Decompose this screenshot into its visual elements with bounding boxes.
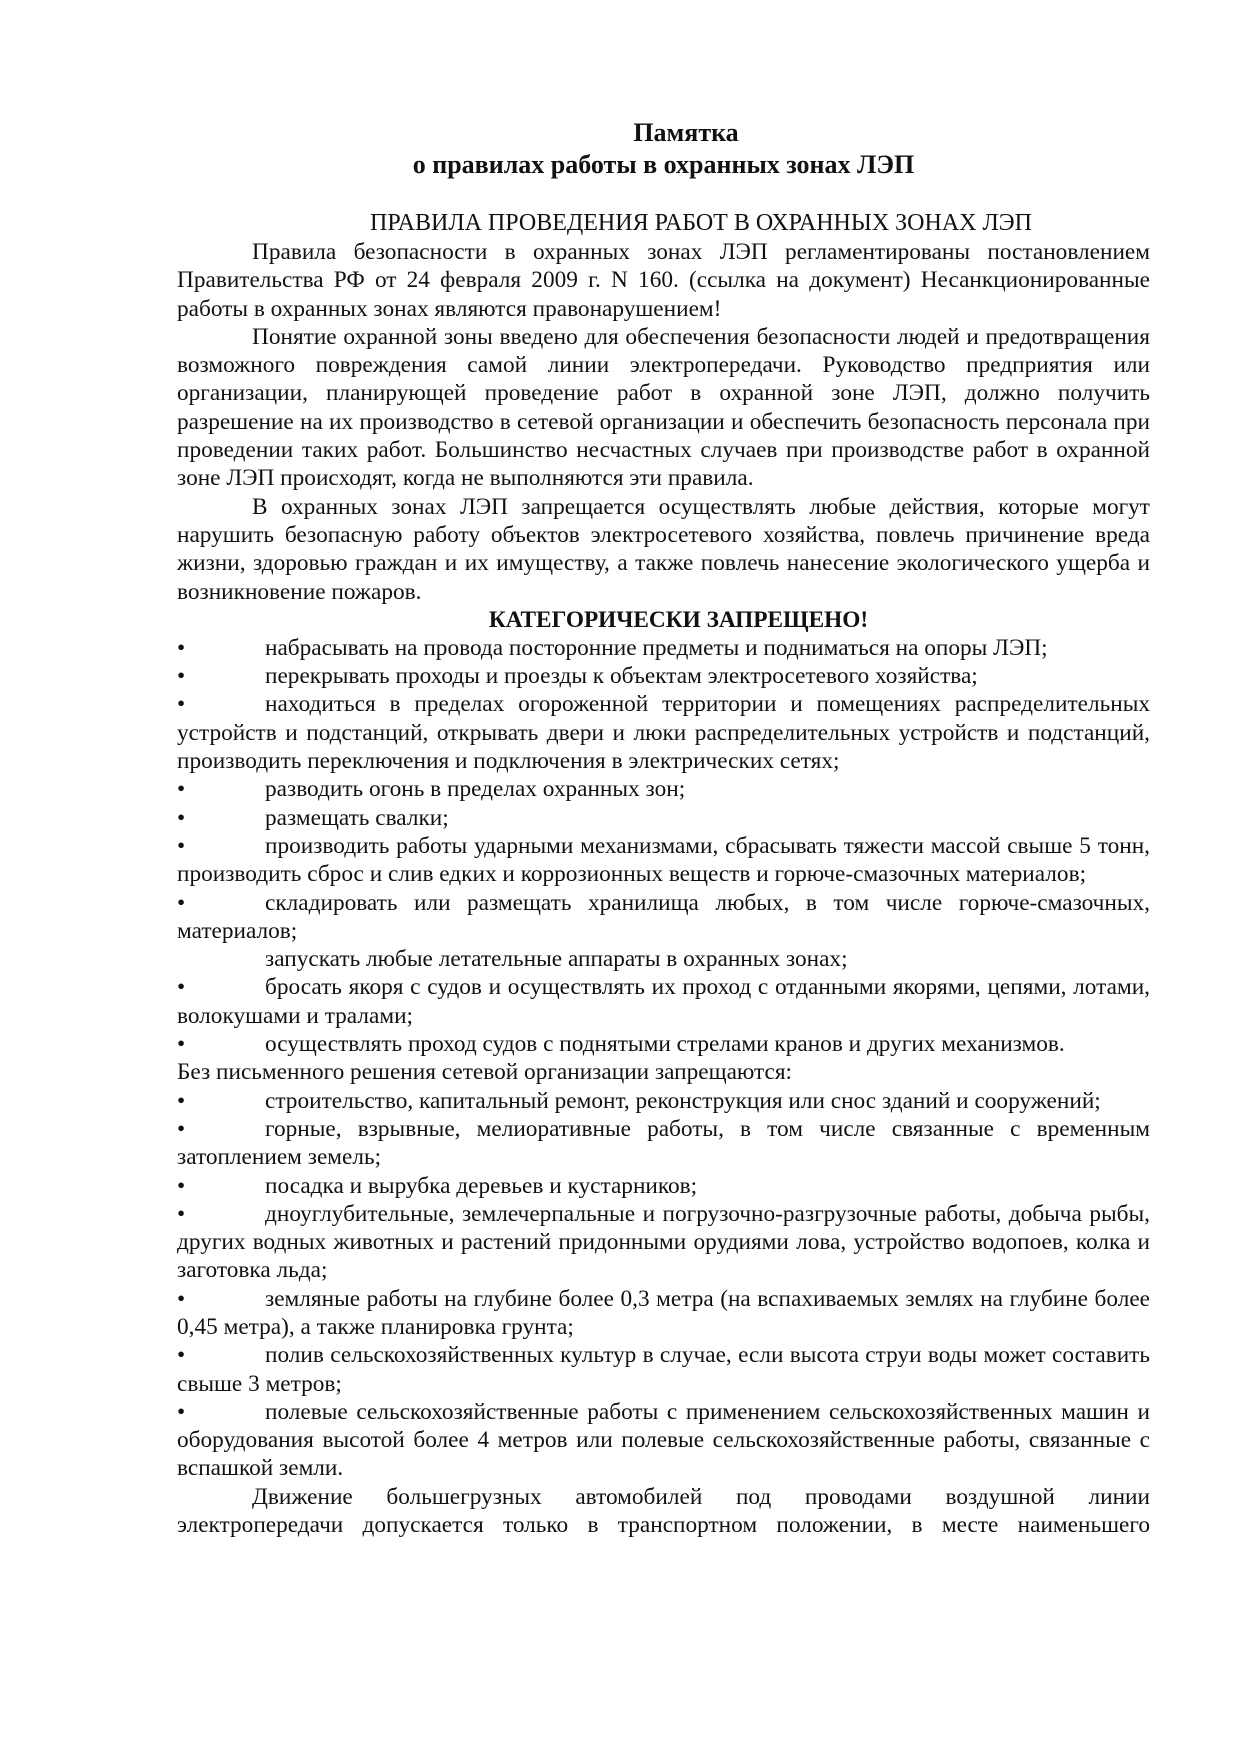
bullet-mark: • xyxy=(177,691,186,718)
permission-list xyxy=(177,1087,1150,1483)
list-item: • полив сельскохозяйственных культур в случае, если высота струи воды может составить свыше 3 метров; xyxy=(177,1342,1150,1397)
bullet-mark: • xyxy=(177,776,186,803)
list-item: • строительство, капитальный ремонт, реконструкция или снос зданий и сооружений; xyxy=(177,1087,1101,1114)
paragraph: В охранных зонах ЛЭП запрещается осуществлять любые действия, которые могут нарушить безопасную работу объектов электросетевого хозяйства, повлечь причинение вреда жизни, здоровью граждан и их имуществу, а также повлечь нанесение экологического ущерба и возникновение пожаров. xyxy=(177,493,1150,605)
title-line-2: о правилах работы в охранных зонах ЛЭП xyxy=(412,150,915,179)
list-item: • перекрывать проходы и проезды к объектам электросетевого хозяйства; xyxy=(177,663,978,690)
list-item: • размещать свалки; xyxy=(177,804,449,831)
permission-intro: Без письменного решения сетевой организации запрещаются: xyxy=(177,1059,793,1086)
list-item: • набрасывать на провода посторонние предметы и подниматься на опоры ЛЭП; xyxy=(177,634,1048,661)
list-item: • посадка и вырубка деревьев и кустарников; xyxy=(177,1172,698,1199)
document-page xyxy=(177,117,1150,1539)
bullet-mark: • xyxy=(177,1087,186,1114)
paragraph: Понятие охранной зоны введено для обеспечения безопасности людей и предотвращения возможного повреждения самой линии электропередачи. Руководство предприятия или организации, планирующей проведение работ в охранной зоне ЛЭП, должно получить разрешение на их производство в сетевой организации и обеспечить безопасность персонала при проведении таких работ. Большинство несчастных случаев при производстве работ в охранной зоне ЛЭП происходят, когда не выполняются эти правила. xyxy=(177,323,1150,492)
bullet-mark: • xyxy=(177,663,186,690)
list-item: • земляные работы на глубине более 0,3 метра (на вспахиваемых землях на глубине более 0,45 метра), а также планировка грунта; xyxy=(177,1285,1150,1340)
bullet-mark: • xyxy=(177,974,186,1001)
bullet-mark: • xyxy=(177,832,186,859)
bullet-mark: • xyxy=(177,1342,186,1369)
bullet-mark: • xyxy=(177,1172,186,1199)
list-item: • разводить огонь в пределах охранных зон; xyxy=(177,776,686,803)
bullet-mark: • xyxy=(177,1031,186,1058)
bullet-mark: • xyxy=(177,1285,186,1312)
list-item: • осуществлять проход судов с поднятыми стрелами кранов и других механизмов. xyxy=(177,1031,1065,1058)
document-title xyxy=(177,117,1150,181)
list-item xyxy=(177,945,1150,973)
bullet-mark: • xyxy=(177,634,186,661)
forbidden-list xyxy=(177,634,1150,1058)
list-item: • находиться в пределах огороженной территории и помещениях распределительных устройств и подстанций, открывать двери и люки распределительных устройств и подстанций, производить переключения и подключения в электрических сетях; xyxy=(177,691,1150,775)
list-item: • производить работы ударными механизмами, сбрасывать тяжести массой свыше 5 тонн, производить сброс и слив едких и коррозионных веществ и горюче-смазочных материалов; xyxy=(177,832,1150,888)
paragraph: Движение большегрузных автомобилей под проводами воздушной линии электропередачи допускается только в транспортном положении, в месте наименьшего xyxy=(177,1483,1150,1539)
list-item: • бросать якоря с судов и осуществлять их проход с отданными якорями, цепями, лотами, волокушами и тралами; xyxy=(177,974,1150,1029)
paragraph: Правила безопасности в охранных зонах ЛЭП регламентированы постановлением Правительства РФ от 24 февраля 2009 г. N 160. (ссылка на документ) Несанкционированные работы в охранных зонах являются правонарушением! xyxy=(177,239,1150,322)
bullet-mark: • xyxy=(177,804,186,831)
title-line-1: Памятка xyxy=(633,118,739,147)
bullet-mark: • xyxy=(177,889,186,916)
list-item: • дноуглубительные, землечерпальные и погрузочно-разгрузочные работы, добыча рыбы, других водных животных и растений придонными орудиями лова, устройство водопоев, колка и заготовка льда; xyxy=(177,1200,1150,1284)
unbulleted-item: запускать любые летательные аппараты в охранных зонах; xyxy=(265,946,848,973)
bullet-mark: • xyxy=(177,1115,186,1142)
bullet-mark: • xyxy=(177,1398,186,1425)
section-heading: ПРАВИЛА ПРОВЕДЕНИЯ РАБОТ В ОХРАННЫХ ЗОНАХ ЛЭП xyxy=(370,210,1032,236)
list-item: • складировать или размещать хранилища любых, в том числе горюче-смазочных, материалов; xyxy=(177,889,1150,944)
list-item: • горные, взрывные, мелиоративные работы, в том числе связанные с временным затоплением земель; xyxy=(177,1115,1150,1171)
bullet-mark: • xyxy=(177,1200,186,1227)
forbidden-heading: КАТЕГОРИЧЕСКИ ЗАПРЕЩЕНО! xyxy=(488,606,869,633)
list-item: • полевые сельскохозяйственные работы с применением сельскохозяйственных машин и оборудования высотой более 4 метров или полевые сельскохозяйственные работы, связанные с вспашкой земли. xyxy=(177,1398,1150,1482)
